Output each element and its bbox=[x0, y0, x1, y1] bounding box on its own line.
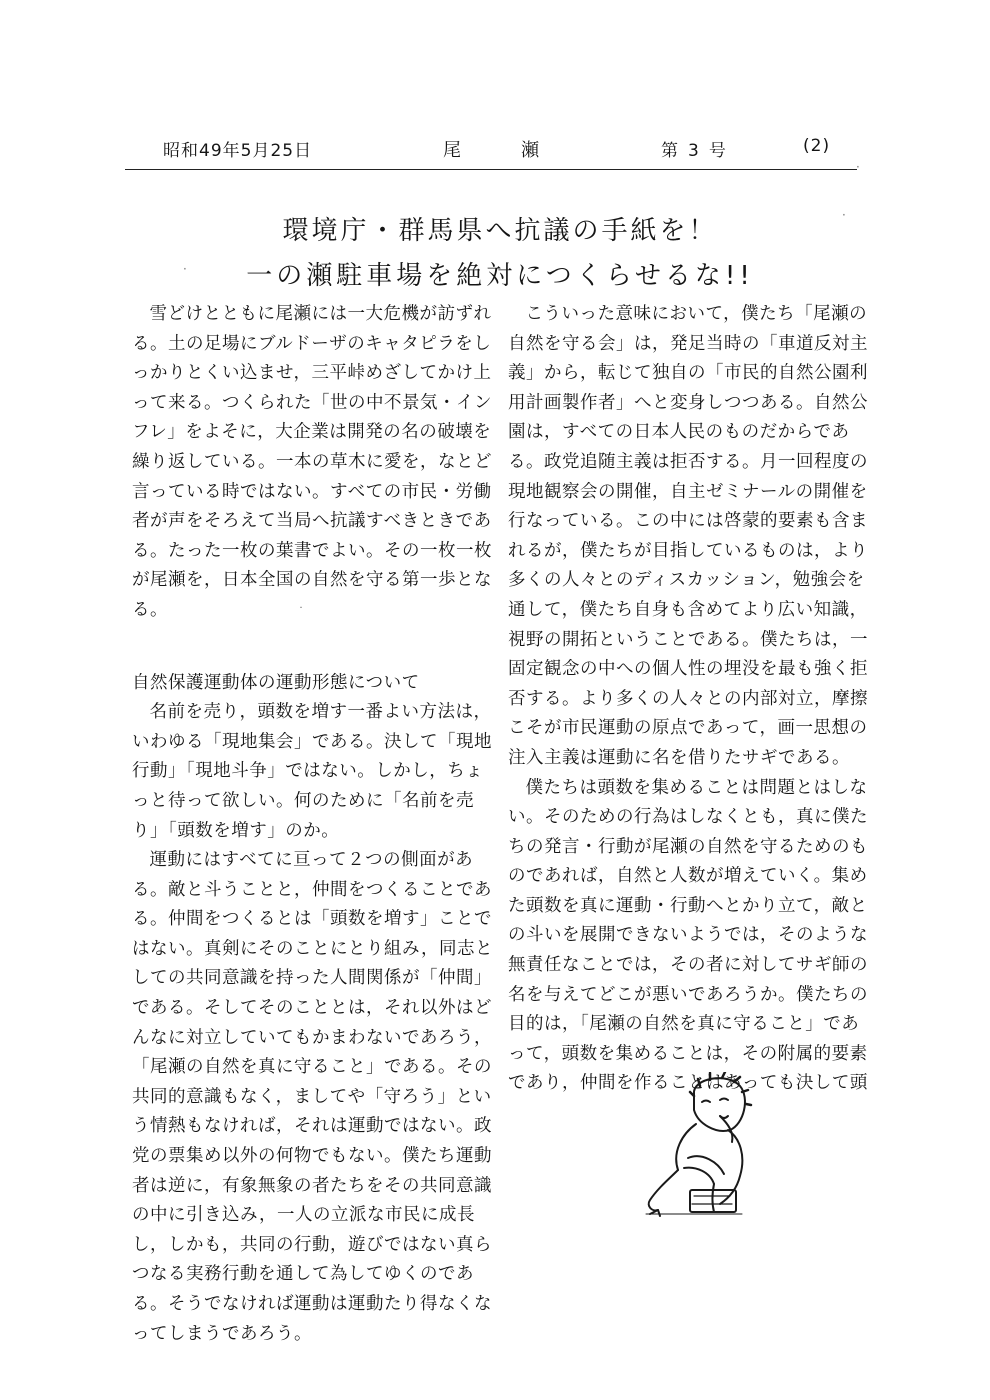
article-subtitle: 一の瀬駐車場を絶対につくらせるな!! bbox=[246, 261, 754, 291]
issue-number: 第3号 bbox=[661, 141, 736, 161]
paragraph: 名前を売り，頭数を増す一番よい方法は，いわゆる「現地集会」である。決して「現地行動」「現地斗争」ではない。しかし，ちょっと待って欲しい。何のために「名前を売り」「頭数を増す」のか。 bbox=[132, 702, 492, 841]
issue-date: 昭和49年5月25日 bbox=[163, 141, 313, 161]
left-column bbox=[132, 300, 500, 1349]
masthead bbox=[125, 130, 857, 170]
paragraph: 僕たちは頭数を集めることは問題とはしない。そのための行為はしなくとも，真に僕たちの発言・行動が尾瀬の自然を守るためのものであれば，自然と人数が増えていく。集めた頭数を真に運動・行動へとかり立て，敵との斗いを展開できないようでは，そのような無責任なことでは，その者に対してサギ師の名を与えてどこが悪いであろうか。僕たちの目的は，「尾瀬の自然を真に守ること」であって，頭数を集めることは，その附属的要素であり，仲間を作ることはあっても決して頭 bbox=[508, 777, 868, 1094]
paragraph: 運動にはすべてに亘って２つの側面がある。敵と斗うことと，仲間をつくることである。仲間をつくるとは「頭数を増す」ことではない。真剣にそのことにとり組み，同志としての共同意識を持った人間関係が「仲間」である。そしてそのこととは，それ以外はどんなに対立していてもかまわないであろう，「尾瀬の自然を真に守ること」である。その共同的意識もなく，ましてや「守ろう」という情熱もなければ，それは運動ではない。政党の票集め以外の何物でもない。僕たち運動者は逆に，有象無象の者たちをその共同意識の中に引き込み，一人の立派な市民に成長し，しかも，共同の行動，遊びではない真らつなる実務行動を通して為してゆくのである。そうでなければ運動は運動たり得なくなってしまうであろう。 bbox=[132, 850, 494, 1344]
sitting-boy-illustration bbox=[628, 1072, 770, 1220]
masthead-rule bbox=[125, 169, 857, 170]
right-column bbox=[508, 300, 870, 1099]
paragraph: こういった意味において，僕たち「尾瀬の自然を守る会」は，発足当時の「車道反対主義」から，転じて独自の「市民的自然公園利用計画製作者」へと変身しつつある。自然公園は，すべての日本人民のものだからである。政党追随主義は拒否する。月一回程度の現地観察会の開催，自主ゼミナールの開催を行なっている。この中には啓蒙的要素も含まれるが，僕たちが目指しているものは，より多くの人々とのディスカッション，勉強会を通して，僕たち自身も含めてより広い知識，視野の開拓ということである。僕たちは，一固定観念の中への個人性の埋没を最も強く拒否する。より多くの人々との内部対立，摩擦こそが市民運動の原点であって，画一思想の注入主義は運動に名を借りたサギである。 bbox=[508, 304, 868, 768]
section-heading: 自然保護運動体の運動形態について bbox=[132, 672, 420, 693]
page-number: (2) bbox=[803, 136, 831, 156]
newsletter-name: 尾瀬 bbox=[443, 140, 599, 161]
scan-speck: · bbox=[183, 262, 187, 276]
scan-speck: · bbox=[842, 208, 846, 222]
article-title: 環境庁・群馬県へ抗議の手紙を！ bbox=[282, 216, 718, 246]
scan-speck: ˙ bbox=[298, 605, 304, 619]
paragraph: 雪どけとともに尾瀬には一大危機が訪ずれる。土の足場にブルドーザのキャタピラをしっかりとくい込ませ，三平峠めざしてかけ上って来る。つくられた「世の中不景気・インフレ」をよそに，大企業は開発の名の破壊を繰り返している。一本の草木に愛を，なとど言っている時ではない。すべての市民・労働者が声をそろえて当局へ抗議すべきときである。たった一枚の葉書でよい。その一枚一枚が尾瀬を，日本全国の自然を守る第一歩となる。 bbox=[132, 304, 492, 620]
scan-speck: · bbox=[856, 160, 860, 174]
